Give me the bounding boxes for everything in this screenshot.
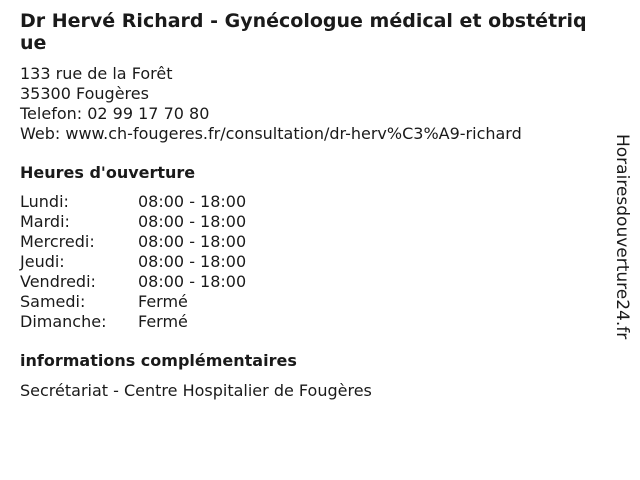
business-listing — [20, 10, 600, 401]
time-value: 08:00 - 18:00 — [138, 272, 247, 291]
day-label: Lundi: — [20, 192, 69, 211]
day-label: Jeudi: — [20, 252, 65, 271]
city-postcode: 35300 Fougères — [20, 84, 149, 103]
hours-row-saturday — [20, 292, 600, 312]
hours-row-friday — [20, 272, 600, 292]
address-block — [20, 64, 600, 144]
street-address: 133 rue de la Forêt — [20, 64, 173, 83]
phone-number: Telefon: 02 99 17 70 80 — [20, 104, 210, 123]
hours-row-sunday — [20, 312, 600, 332]
hours-row-monday — [20, 192, 600, 212]
opening-hours-heading: Heures d'ouverture — [20, 163, 196, 182]
hours-row-wednesday — [20, 232, 600, 252]
additional-info-heading: informations complémentaires — [20, 351, 297, 370]
time-value: 08:00 - 18:00 — [138, 232, 247, 251]
time-value: 08:00 - 18:00 — [138, 192, 247, 211]
page-title: Dr Hervé Richard - Gynécologue médical et obstétrique — [20, 10, 587, 54]
day-label: Mardi: — [20, 212, 70, 231]
time-value: Fermé — [138, 312, 188, 331]
day-label: Mercredi: — [20, 232, 95, 251]
time-value: 08:00 - 18:00 — [138, 252, 247, 271]
brand-watermark: Horairesdouverture24.fr — [612, 134, 632, 340]
hours-row-thursday — [20, 252, 600, 272]
opening-hours-table — [20, 192, 600, 332]
day-label: Vendredi: — [20, 272, 96, 291]
time-value: 08:00 - 18:00 — [138, 212, 247, 231]
day-label: Samedi: — [20, 292, 86, 311]
time-value: Fermé — [138, 292, 188, 311]
website-link[interactable]: Web: www.ch-fougeres.fr/consultation/dr-herv%C3%A9-richard — [20, 124, 522, 143]
additional-info-text: Secrétariat - Centre Hospitalier de Fougères — [20, 381, 372, 400]
day-label: Dimanche: — [20, 312, 107, 331]
hours-row-tuesday — [20, 212, 600, 232]
